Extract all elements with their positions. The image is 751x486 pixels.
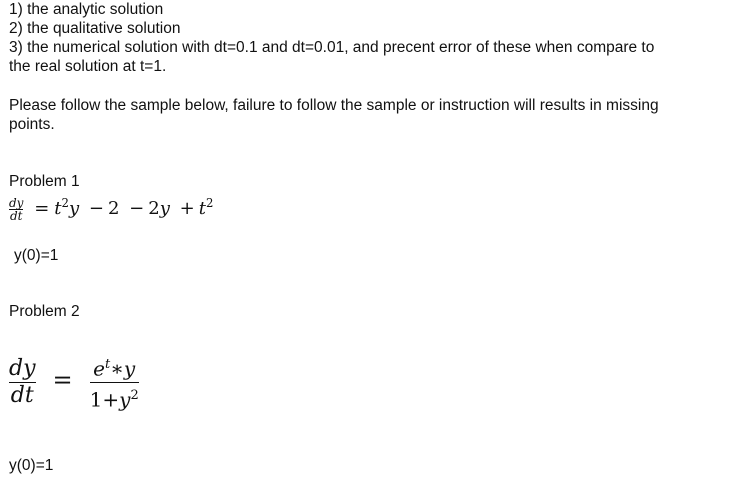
plus-sign: + <box>102 387 120 412</box>
rhs-denominator <box>90 383 139 413</box>
problem-1-equation <box>9 190 213 222</box>
exponent: 2 <box>61 196 69 210</box>
exponent-t: t <box>105 357 111 372</box>
constant-one: 1 <box>89 387 103 412</box>
derivative-fraction <box>9 356 36 409</box>
fraction-denominator: dt <box>10 382 34 408</box>
minus-sign: − <box>88 198 104 219</box>
variable-y: y <box>119 387 131 412</box>
derivative-fraction <box>9 197 23 222</box>
problem-1-title: Problem 1 <box>9 173 80 190</box>
coefficient: 2 <box>148 198 160 219</box>
plus-sign: + <box>179 198 195 219</box>
fraction-numerator: dy <box>9 355 36 381</box>
exponent: 2 <box>205 196 214 210</box>
rhs-fraction <box>90 352 139 412</box>
instruction-item-3-line-2: the real solution at t=1. <box>9 58 167 75</box>
note-line-2: points. <box>9 116 55 133</box>
variable-y: y <box>68 198 80 219</box>
exponent: 2 <box>130 387 139 403</box>
instruction-item-3-line-1: 3) the numerical solution with dt=0.1 and dt=0.01, and precent error of these when compare to <box>9 39 655 56</box>
variable-t: t <box>198 198 206 219</box>
problem-1-initial-condition: y(0)=1 <box>14 247 59 264</box>
instruction-item-2: 2) the qualitative solution <box>9 20 181 37</box>
problem-2-title: Problem 2 <box>9 303 80 320</box>
instruction-item-1: 1) the analytic solution <box>9 1 164 18</box>
constant: 2 <box>107 198 120 219</box>
variable-y: y <box>159 198 170 219</box>
minus-sign: − <box>129 198 145 219</box>
equals-sign: = <box>52 366 73 395</box>
fraction-numerator: dy <box>9 195 24 210</box>
problem-2-equation <box>9 352 139 412</box>
base-e: e <box>93 356 106 381</box>
rhs-numerator <box>90 352 139 382</box>
multiply-sign: ∗ <box>110 356 124 381</box>
problem-2-initial-condition: y(0)=1 <box>9 457 54 474</box>
variable-y: y <box>123 356 136 381</box>
note-line-1: Please follow the sample below, failure to follow the sample or instruction will results in missing <box>9 97 659 114</box>
equals-sign: = <box>34 198 50 219</box>
variable-t: t <box>54 198 62 219</box>
fraction-denominator: dt <box>9 208 23 223</box>
